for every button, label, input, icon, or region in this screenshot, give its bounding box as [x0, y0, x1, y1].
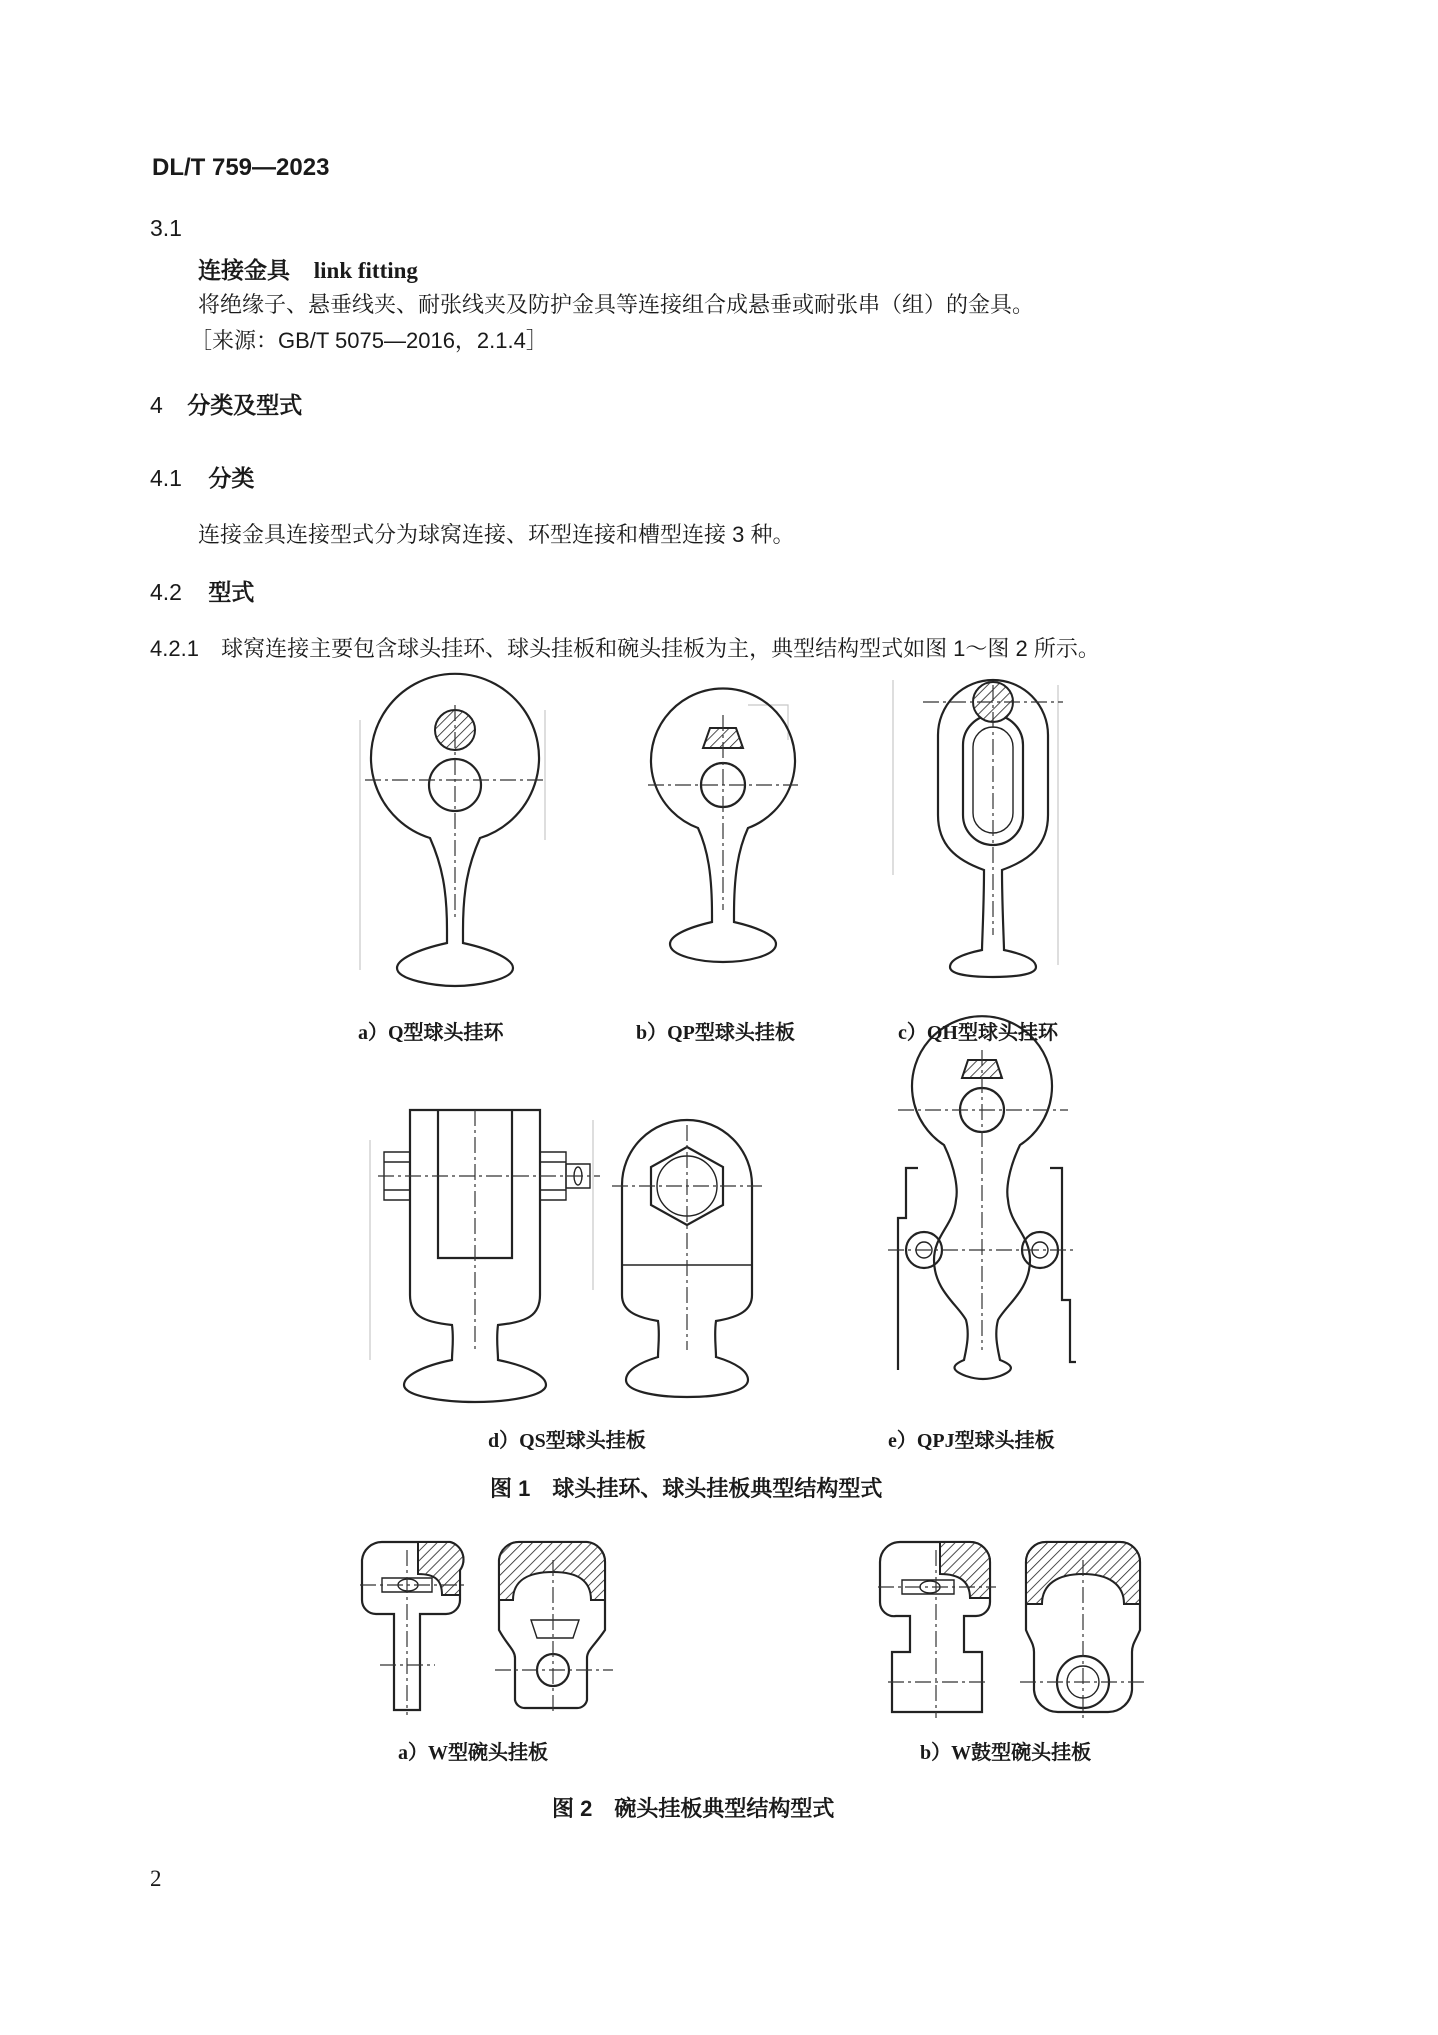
ball-plate-drawing [888, 1050, 1088, 1410]
section-4-2-1 [150, 632, 1100, 663]
figure2-label-a: a）W型碗头挂板 [398, 1742, 548, 1764]
section-4-1-heading [150, 460, 254, 493]
section-4-2-heading [150, 574, 254, 607]
ball-clevis-drawing [638, 700, 818, 980]
section-number-4-2-1: 4.2.1 [150, 636, 199, 661]
socket-drum-side-view [1020, 1540, 1150, 1720]
figure1-label-b: b）QP型球头挂板 [636, 1022, 795, 1044]
document-id: DL/T 759—2023 [152, 154, 330, 181]
term-cn: 连接金具 [198, 257, 290, 283]
section-number-4: 4 [150, 392, 163, 418]
ball-clevis-hex-view [612, 1105, 762, 1405]
socket-clevis-drawing [360, 1540, 470, 1720]
section-4-heading [150, 387, 302, 420]
section-number-3-1: 3.1 [150, 215, 182, 241]
figure1-label-a: a）Q型球头挂环 [358, 1022, 504, 1044]
ball-clevis-bolt-drawing [378, 1110, 608, 1405]
ball-long-eye-drawing [918, 675, 1068, 995]
figure1-label-d: d）QS型球头挂板 [488, 1430, 646, 1452]
classification-text: 连接金具连接型式分为球窝连接、环型连接和槽型连接 3 种。 [198, 522, 795, 547]
figure1-caption: 图 1 球头挂环、球头挂板典型结构型式 [490, 1476, 883, 1501]
term-definition: 将绝缘子、悬垂线夹、耐张线夹及防护金具等连接组合成悬垂或耐张串（组）的金具。 [198, 292, 1035, 317]
term-heading [198, 252, 418, 285]
term-source: ［来源：GB/T 5075—2016，2.1.4］ [190, 328, 548, 353]
section-title-4-1: 分类 [208, 465, 255, 491]
term-en: link fitting [313, 258, 418, 283]
section-number-4-1: 4.1 [150, 465, 182, 491]
page-number: 2 [150, 1866, 162, 1891]
ball-eye-drawing [355, 690, 555, 1000]
figure2-caption: 图 2 碗头挂板典型结构型式 [552, 1796, 835, 1821]
figure1-label-e: e）QPJ型球头挂板 [888, 1430, 1055, 1452]
section-title-4-2: 型式 [208, 579, 255, 605]
figure2-label-b: b）W鼓型碗头挂板 [920, 1742, 1092, 1764]
socket-clevis-side-view [495, 1540, 615, 1720]
section-title-4: 分类及型式 [187, 392, 303, 418]
figure1-label-c: c）QH型球头挂环 [898, 1022, 1058, 1044]
socket-drum-clevis-drawing [878, 1540, 998, 1720]
section-number-4-2: 4.2 [150, 579, 182, 605]
section-4-2-1-text: 球窝连接主要包含球头挂环、球头挂板和碗头挂板为主，典型结构型式如图 1～图 2 所示。 [221, 636, 1100, 661]
